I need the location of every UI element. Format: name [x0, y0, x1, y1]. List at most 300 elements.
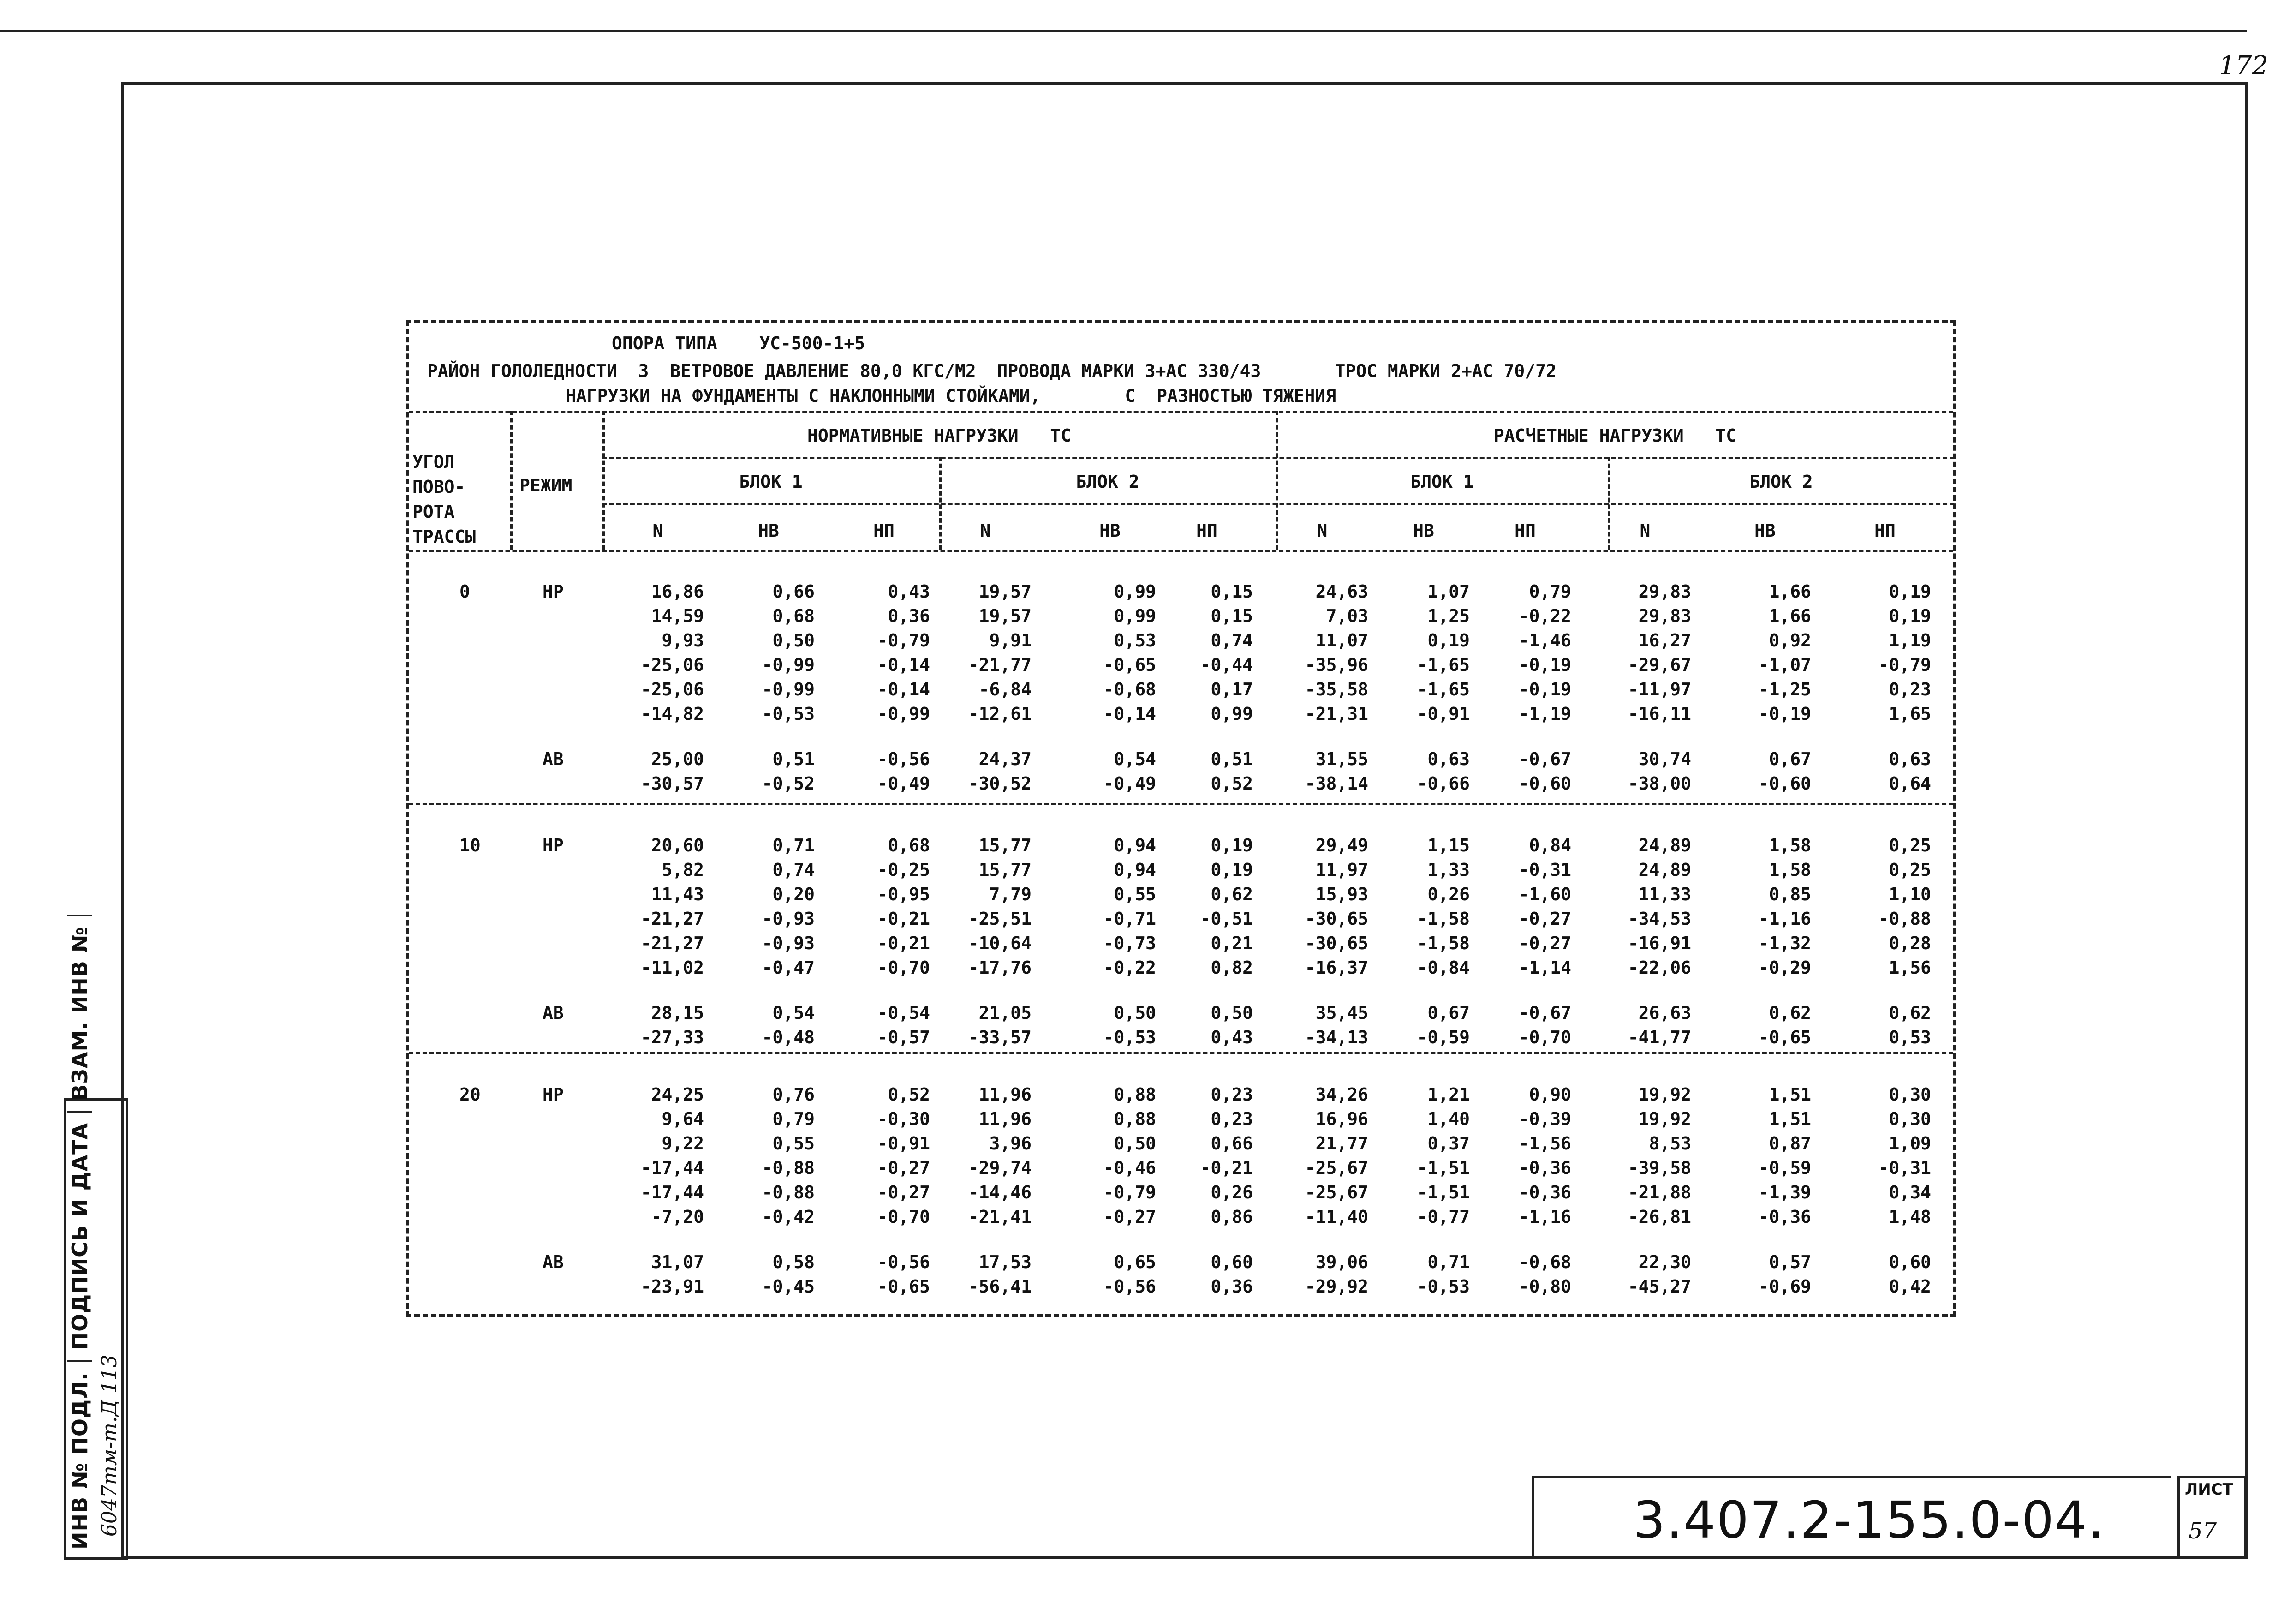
table-cell: 0,90	[1529, 1084, 1571, 1105]
table-cell: 0,52	[1211, 773, 1253, 794]
sub-header-cell: НП	[1196, 521, 1217, 541]
col-norm-block1: БЛОК 1	[739, 472, 803, 492]
table-cell: 15,77	[978, 860, 1032, 880]
table-cell: -0,91	[877, 1133, 930, 1154]
table-cell: 20,60	[651, 835, 704, 856]
table-cell: 1,09	[1889, 1133, 1931, 1154]
table-cell: 21,77	[1315, 1133, 1368, 1154]
table-cell: 0,71	[1427, 1252, 1470, 1272]
table-cell: 9,64	[662, 1109, 704, 1129]
table-cell: -0,73	[1103, 933, 1156, 953]
table-cell: 0,37	[1427, 1133, 1470, 1154]
table-cell: -10,64	[968, 933, 1032, 953]
table-cell: -21,88	[1628, 1182, 1691, 1203]
table-cell: 0,36	[1211, 1276, 1253, 1297]
table-cell: 0,21	[1211, 933, 1253, 953]
table-cell: -0,70	[1518, 1027, 1571, 1047]
table-cell: 0,28	[1889, 933, 1931, 953]
stamp-handwritten: 6047тм-т.Д 113	[98, 1354, 121, 1537]
table-cell: -0,70	[877, 1207, 930, 1227]
table-cell: -0,56	[877, 1252, 930, 1272]
table-cell: -0,21	[1200, 1158, 1253, 1178]
table-cell: -0,44	[1200, 655, 1253, 675]
table-cell: -0,53	[762, 704, 815, 724]
table-cell: -0,36	[1518, 1182, 1571, 1203]
table-cell: -0,70	[877, 958, 930, 978]
table-cell: 0,19	[1889, 581, 1931, 602]
table-cell: -25,51	[968, 909, 1032, 929]
table-cell: 0,66	[772, 581, 815, 602]
table-cell: 0,51	[772, 749, 815, 769]
table-cell: -30,65	[1305, 933, 1368, 953]
col-des-block1: БЛОК 1	[1410, 472, 1474, 492]
table-cell: -0,80	[1518, 1276, 1571, 1297]
table-cell: -45,27	[1628, 1276, 1691, 1297]
table-cell: 0,64	[1889, 773, 1931, 794]
table-cell: -0,79	[1103, 1182, 1156, 1203]
sub-header-cell: N	[652, 521, 663, 541]
table-cell: -1,51	[1417, 1158, 1470, 1178]
table-cell: 11,43	[651, 884, 704, 904]
table-cell: -41,77	[1628, 1027, 1691, 1047]
table-cell: 1,15	[1427, 835, 1470, 856]
table-cell: 0,54	[1114, 749, 1156, 769]
table-cell: 0,15	[1211, 606, 1253, 626]
table-cell: 28,15	[651, 1003, 704, 1023]
table-cell: -0,31	[1878, 1158, 1931, 1178]
table-cell: -25,67	[1305, 1182, 1368, 1203]
table-cell: -29,92	[1305, 1276, 1368, 1297]
table-cell: 0,36	[888, 606, 930, 626]
table-cell: 0,76	[772, 1084, 815, 1105]
table-cell: 0,42	[1889, 1276, 1931, 1297]
sub-header-cell: N	[1317, 521, 1328, 541]
table-cell: -1,14	[1518, 958, 1571, 978]
table-cell: 0,63	[1889, 749, 1931, 769]
stamp-cell-replace: ВЗАМ. ИНВ №	[67, 915, 92, 1111]
table-cell: 0,85	[1769, 884, 1811, 904]
table-cell: 7,79	[989, 884, 1032, 904]
table-cell: -25,06	[640, 679, 704, 700]
table-cell: -0,59	[1758, 1158, 1811, 1178]
table-cell: -0,27	[1518, 933, 1571, 953]
table-cell: -0,30	[877, 1109, 930, 1129]
table-cell: 22,30	[1638, 1252, 1691, 1272]
table-cell: -16,11	[1628, 704, 1691, 724]
table-cell: 21,05	[978, 1003, 1032, 1023]
table-cell: -0,48	[762, 1027, 815, 1047]
table-cell: 0,94	[1114, 835, 1156, 856]
table-cell: 0,43	[1211, 1027, 1253, 1047]
angle-value: 0	[459, 581, 470, 602]
table-cell: -1,56	[1518, 1133, 1571, 1154]
table-cell: -0,19	[1518, 679, 1571, 700]
col-angle-3: РОТА	[412, 502, 455, 522]
table-cell: 0,53	[1114, 630, 1156, 651]
table-cell: 0,34	[1889, 1182, 1931, 1203]
table-cell: 31,07	[651, 1252, 704, 1272]
table-cell: -1,65	[1417, 679, 1470, 700]
table-cell: -29,74	[968, 1158, 1032, 1178]
table-cell: 0,50	[772, 630, 815, 651]
table-cell: -0,57	[877, 1027, 930, 1047]
table-cell: 0,19	[1427, 630, 1470, 651]
angle-value: 20	[459, 1084, 481, 1105]
table-cell: -0,52	[762, 773, 815, 794]
stamp-cell-sign: ПОДПИСЬ И ДАТА	[67, 1111, 92, 1360]
table-cell: 19,57	[978, 581, 1032, 602]
table-cell: 11,96	[978, 1084, 1032, 1105]
table-cell: -0,27	[1103, 1207, 1156, 1227]
table-cell: 1,10	[1889, 884, 1931, 904]
table-cell: 0,26	[1211, 1182, 1253, 1203]
table-cell: -0,65	[1103, 655, 1156, 675]
sub-header-cell: НВ	[1099, 521, 1121, 541]
table-cell: 0,67	[1769, 749, 1811, 769]
load-table	[406, 320, 1956, 1317]
table-cell: -0,53	[1417, 1276, 1470, 1297]
table-cell: 0,66	[1211, 1133, 1253, 1154]
table-cell: 1,56	[1889, 958, 1931, 978]
sub-header-cell: НП	[873, 521, 895, 541]
table-cell: 1,65	[1889, 704, 1931, 724]
table-header	[409, 323, 1953, 411]
col-angle	[412, 449, 476, 549]
col-design: РАСЧЕТНЫЕ НАГРУЗКИ ТС	[1493, 425, 1737, 446]
table-cell: -0,69	[1758, 1276, 1811, 1297]
table-cell: 0,26	[1427, 884, 1470, 904]
table-cell: -0,99	[762, 679, 815, 700]
table-cell: 9,91	[989, 630, 1032, 651]
table-cell: 11,07	[1315, 630, 1368, 651]
table-cell: 30,74	[1638, 749, 1691, 769]
table-cell: 0,86	[1211, 1207, 1253, 1227]
table-cell: 29,83	[1638, 581, 1691, 602]
table-cell: 0,79	[1529, 581, 1571, 602]
table-cell: 0,15	[1211, 581, 1253, 602]
col-angle-2: ПОВО-	[412, 477, 465, 497]
angle-value: 10	[459, 835, 481, 856]
table-cell: -0,60	[1758, 773, 1811, 794]
table-cell: 0,99	[1211, 704, 1253, 724]
table-cell: -0,88	[762, 1182, 815, 1203]
table-cell: -35,58	[1305, 679, 1368, 700]
table-cell: -0,27	[877, 1158, 930, 1178]
table-cell: -0,79	[877, 630, 930, 651]
table-cell: 24,63	[1315, 581, 1368, 602]
table-cell: -0,93	[762, 933, 815, 953]
table-cell: -0,39	[1518, 1109, 1571, 1129]
table-cell: 19,57	[978, 606, 1032, 626]
table-cell: -0,29	[1758, 958, 1811, 978]
sheet-label: ЛИСТ	[2185, 1480, 2233, 1499]
table-cell: 17,53	[978, 1252, 1032, 1272]
sub-header-cell: N	[980, 521, 991, 541]
rule	[510, 411, 513, 550]
table-cell: -0,56	[1103, 1276, 1156, 1297]
table-cell: 16,86	[651, 581, 704, 602]
table-cell: 8,53	[1649, 1133, 1691, 1154]
table-cell: -0,14	[877, 679, 930, 700]
table-cell: 0,71	[772, 835, 815, 856]
table-cell: 29,49	[1315, 835, 1368, 856]
table-cell: 29,83	[1638, 606, 1691, 626]
table-cell: -0,71	[1103, 909, 1156, 929]
table-cell: 31,55	[1315, 749, 1368, 769]
table-cell: 7,03	[1326, 606, 1368, 626]
table-cell: 19,92	[1638, 1084, 1691, 1105]
table-cell: 9,22	[662, 1133, 704, 1154]
table-cell: -25,06	[640, 655, 704, 675]
table-cell: -17,44	[640, 1158, 704, 1178]
table-cell: 1,33	[1427, 860, 1470, 880]
table-cell: 0,94	[1114, 860, 1156, 880]
table-cell: -0,65	[877, 1276, 930, 1297]
table-cell: -56,41	[968, 1276, 1032, 1297]
table-cell: 1,40	[1427, 1109, 1470, 1129]
table-cell: -1,16	[1758, 909, 1811, 929]
table-cell: -11,97	[1628, 679, 1691, 700]
table-cell: -27,33	[640, 1027, 704, 1047]
table-cell: -0,93	[762, 909, 815, 929]
rule	[602, 457, 1954, 459]
col-des-block2: БЛОК 2	[1749, 472, 1813, 492]
table-cell: 0,19	[1211, 835, 1253, 856]
header-line-2: РАЙОН ГОЛОЛЕДНОСТИ 3 ВЕТРОВОЕ ДАВЛЕНИЕ 80,0 КГС/М2 ПРОВОДА МАРКИ 3+АС 330/43 ТРОС МАРКИ 2+АС 70/72	[427, 361, 1557, 381]
mode-value: НР	[543, 1084, 564, 1105]
table-cell: 1,51	[1769, 1084, 1811, 1105]
table-cell: -0,22	[1518, 606, 1571, 626]
table-cell: -38,14	[1305, 773, 1368, 794]
doc-number: 3.407.2-155.0-04.	[1633, 1490, 2105, 1550]
table-cell: 0,87	[1769, 1133, 1811, 1154]
table-cell: 1,21	[1427, 1084, 1470, 1105]
table-cell: 0,84	[1529, 835, 1571, 856]
table-cell: 35,45	[1315, 1003, 1368, 1023]
table-cell: -38,00	[1628, 773, 1691, 794]
table-cell: 0,88	[1114, 1109, 1156, 1129]
col-angle-4: ТРАССЫ	[412, 527, 476, 547]
rule	[409, 411, 1953, 413]
table-cell: -0,49	[1103, 773, 1156, 794]
sub-header-cell: НП	[1515, 521, 1536, 541]
table-cell: 0,54	[772, 1003, 815, 1023]
table-cell: -0,95	[877, 884, 930, 904]
table-cell: -0,14	[877, 655, 930, 675]
table-cell: -1,58	[1417, 909, 1470, 929]
table-cell: -30,52	[968, 773, 1032, 794]
table-cell: -26,81	[1628, 1207, 1691, 1227]
table-cell: -21,27	[640, 933, 704, 953]
table-cell: 0,52	[888, 1084, 930, 1105]
table-cell: 25,00	[651, 749, 704, 769]
rule	[409, 1052, 1953, 1054]
table-cell: -0,46	[1103, 1158, 1156, 1178]
table-cell: 15,77	[978, 835, 1032, 856]
table-cell: 0,82	[1211, 958, 1253, 978]
table-cell: -0,36	[1758, 1207, 1811, 1227]
table-cell: 1,51	[1769, 1109, 1811, 1129]
col-normative: НОРМАТИВНЫЕ НАГРУЗКИ ТС	[807, 425, 1071, 446]
table-cell: 0,68	[888, 835, 930, 856]
table-cell: -0,67	[1518, 1003, 1571, 1023]
table-cell: -1,39	[1758, 1182, 1811, 1203]
table-cell: -11,02	[640, 958, 704, 978]
sub-header-cell: НВ	[758, 521, 779, 541]
table-cell: 0,68	[772, 606, 815, 626]
table-cell: -1,60	[1518, 884, 1571, 904]
sub-header-cell: N	[1640, 521, 1651, 541]
sub-header-cell: НВ	[1413, 521, 1434, 541]
table-cell: -16,37	[1305, 958, 1368, 978]
mode-value: АВ	[543, 1003, 564, 1023]
table-cell: 1,25	[1427, 606, 1470, 626]
table-cell: -0,49	[877, 773, 930, 794]
col-mode: РЕЖИМ	[519, 475, 573, 496]
table-cell: -14,82	[640, 704, 704, 724]
table-cell: 0,51	[1211, 749, 1253, 769]
table-cell: -0,77	[1417, 1207, 1470, 1227]
table-cell: -0,36	[1518, 1158, 1571, 1178]
table-cell: 0,74	[772, 860, 815, 880]
table-cell: 11,33	[1638, 884, 1691, 904]
table-cell: 15,93	[1315, 884, 1368, 904]
table-cell: 24,89	[1638, 860, 1691, 880]
table-cell: -0,27	[1518, 909, 1571, 929]
table-cell: 39,06	[1315, 1252, 1368, 1272]
table-cell: -16,91	[1628, 933, 1691, 953]
table-cell: 0,79	[772, 1109, 815, 1129]
table-cell: -30,57	[640, 773, 704, 794]
table-cell: -0,67	[1518, 749, 1571, 769]
table-cell: -0,25	[877, 860, 930, 880]
table-cell: 0,50	[1114, 1133, 1156, 1154]
table-cell: 0,25	[1889, 835, 1931, 856]
table-cell: 0,67	[1427, 1003, 1470, 1023]
table-cell: -0,68	[1103, 679, 1156, 700]
sub-header-cell: НП	[1874, 521, 1896, 541]
table-cell: 0,25	[1889, 860, 1931, 880]
table-cell: -0,54	[877, 1003, 930, 1023]
table-cell: 14,59	[651, 606, 704, 626]
table-cell: -0,21	[877, 909, 930, 929]
mode-value: НР	[543, 835, 564, 856]
table-cell: -34,53	[1628, 909, 1691, 929]
header-line-3: НАГРУЗКИ НА ФУНДАМЕНТЫ С НАКЛОННЫМИ СТОЙКАМИ, С РАЗНОСТЬЮ ТЯЖЕНИЯ	[566, 386, 1336, 406]
table-cell: -0,68	[1518, 1252, 1571, 1272]
table-cell: 0,30	[1889, 1084, 1931, 1105]
table-cell: -34,13	[1305, 1027, 1368, 1047]
side-stamp-labels	[67, 915, 92, 1560]
table-cell: -0,42	[762, 1207, 815, 1227]
table-cell: 24,89	[1638, 835, 1691, 856]
table-cell: 0,60	[1889, 1252, 1931, 1272]
rule	[409, 550, 1953, 552]
table-cell: 1,19	[1889, 630, 1931, 651]
table-cell: 24,25	[651, 1084, 704, 1105]
table-cell: -0,60	[1518, 773, 1571, 794]
table-cell: -6,84	[978, 679, 1032, 700]
table-cell: -39,58	[1628, 1158, 1691, 1178]
table-cell: -0,22	[1103, 958, 1156, 978]
table-cell: -1,58	[1417, 933, 1470, 953]
table-cell: 0,19	[1889, 606, 1931, 626]
table-cell: 5,82	[662, 860, 704, 880]
table-cell: -22,06	[1628, 958, 1691, 978]
table-cell: -0,51	[1200, 909, 1253, 929]
table-cell: -23,91	[640, 1276, 704, 1297]
table-cell: 0,92	[1769, 630, 1811, 651]
col-angle-1: УГОЛ	[412, 452, 455, 472]
table-cell: 19,92	[1638, 1109, 1691, 1129]
table-cell: 0,55	[1114, 884, 1156, 904]
table-cell: -1,19	[1518, 704, 1571, 724]
table-cell: 0,63	[1427, 749, 1470, 769]
table-cell: 0,30	[1889, 1109, 1931, 1129]
table-cell: 1,66	[1769, 581, 1811, 602]
table-cell: -0,59	[1417, 1027, 1470, 1047]
table-cell: 26,63	[1638, 1003, 1691, 1023]
table-cell: -0,88	[762, 1158, 815, 1178]
table-cell: -11,40	[1305, 1207, 1368, 1227]
table-cell: -0,91	[1417, 704, 1470, 724]
rule	[409, 803, 1953, 805]
table-cell: -1,07	[1758, 655, 1811, 675]
table-cell: 34,26	[1315, 1084, 1368, 1105]
table-cell: 1,48	[1889, 1207, 1931, 1227]
table-cell: -21,77	[968, 655, 1032, 675]
mode-value: АВ	[543, 749, 564, 769]
table-cell: 24,37	[978, 749, 1032, 769]
table-cell: 0,17	[1211, 679, 1253, 700]
sheet-number: 57	[2189, 1518, 2217, 1544]
table-cell: 0,88	[1114, 1084, 1156, 1105]
table-cell: -0,79	[1878, 655, 1931, 675]
table-cell: -21,27	[640, 909, 704, 929]
table-cell: -1,25	[1758, 679, 1811, 700]
table-cell: 1,66	[1769, 606, 1811, 626]
table-cell: 9,93	[662, 630, 704, 651]
table-cell: 3,96	[989, 1133, 1032, 1154]
table-cell: -25,67	[1305, 1158, 1368, 1178]
table-cell: -1,16	[1518, 1207, 1571, 1227]
table-cell: 0,19	[1211, 860, 1253, 880]
top-rule	[0, 30, 2247, 32]
table-cell: 0,62	[1769, 1003, 1811, 1023]
table-cell: -0,45	[762, 1276, 815, 1297]
header-line-1: ОПОРА ТИПА УС-500-1+5	[612, 333, 865, 353]
table-cell: 0,60	[1211, 1252, 1253, 1272]
table-cell: -12,61	[968, 704, 1032, 724]
table-cell: -0,19	[1518, 655, 1571, 675]
table-cell: 11,96	[978, 1109, 1032, 1129]
table-cell: 0,55	[772, 1133, 815, 1154]
table-cell: -29,67	[1628, 655, 1691, 675]
table-cell: -0,99	[762, 655, 815, 675]
table-cell: 0,50	[1114, 1003, 1156, 1023]
table-cell: 0,20	[772, 884, 815, 904]
table-cell: -0,21	[877, 933, 930, 953]
table-cell: -0,66	[1417, 773, 1470, 794]
rule	[602, 503, 1954, 505]
table-cell: -0,19	[1758, 704, 1811, 724]
table-cell: 0,74	[1211, 630, 1253, 651]
table-cell: -21,41	[968, 1207, 1032, 1227]
table-cell: -1,51	[1417, 1182, 1470, 1203]
table-cell: -1,65	[1417, 655, 1470, 675]
table-cell: 16,27	[1638, 630, 1691, 651]
table-cell: -1,32	[1758, 933, 1811, 953]
